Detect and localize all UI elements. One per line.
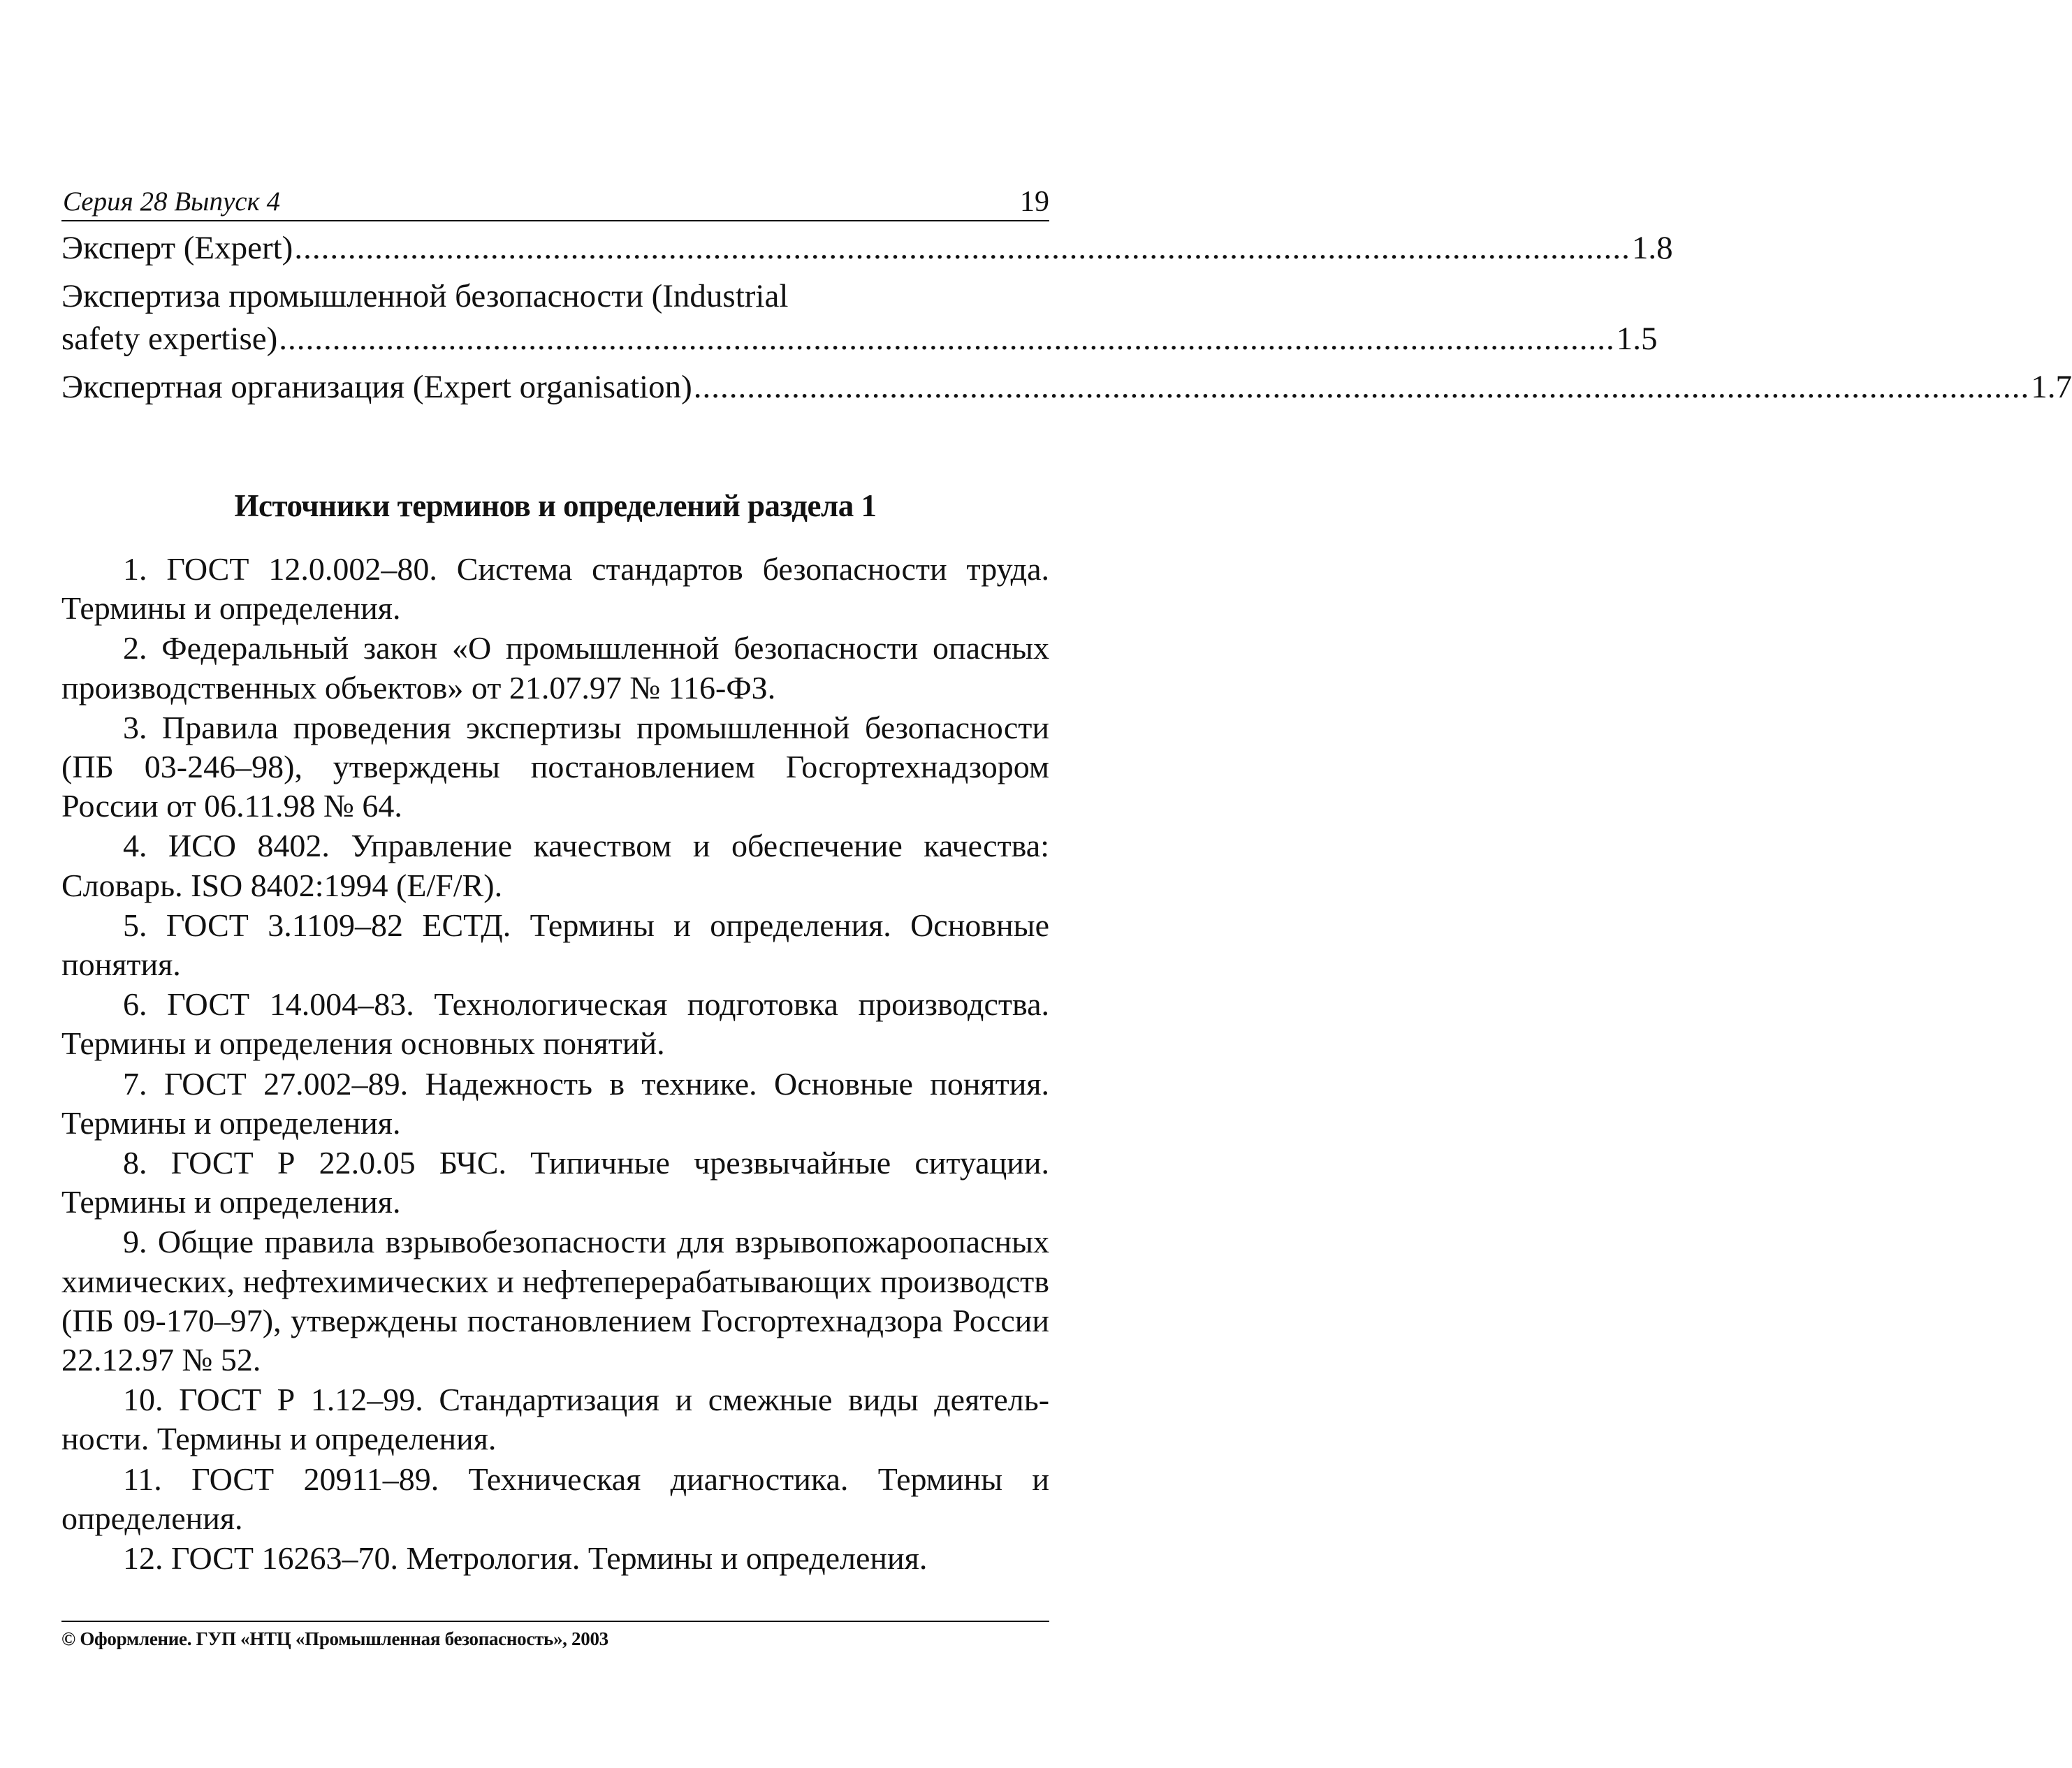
source-text: ГОСТ 16263–70. Метрология. Термины и определения. xyxy=(171,1540,928,1577)
sources-list xyxy=(61,550,1049,1578)
index-reference: 1.5 xyxy=(1616,321,1658,357)
source-item xyxy=(61,1380,1049,1459)
source-number: 3. xyxy=(123,709,147,745)
source-item xyxy=(61,550,1049,628)
series-label: Серия 28 Выпуск 4 xyxy=(63,187,281,217)
source-text: ГОСТ 27.002–89. Надежность в технике. Основные понятия. Термины и определения. xyxy=(61,1065,1050,1141)
source-text: ГОСТ Р 1.12–99. Стандартизация и смежные виды деятельности. Термины и определения. xyxy=(61,1382,1050,1457)
index-entry xyxy=(61,275,1658,360)
source-item xyxy=(61,906,1049,984)
source-text: ИСО 8402. Управление качеством и обеспечение качества: Словарь. ISO 8402:1994 (E/F/R). xyxy=(61,828,1049,903)
term-index-list xyxy=(61,227,2072,409)
index-term: Экспертная организация (Expert organisation) xyxy=(61,369,692,405)
dot-leader: ...................................................................................................................................................... xyxy=(693,369,2030,405)
source-number: 10. xyxy=(123,1382,163,1418)
source-number: 7. xyxy=(123,1065,147,1102)
source-number: 2. xyxy=(123,630,147,666)
source-text: ГОСТ Р 22.0.05 БЧС. Типичные чрезвычайные ситуации. Термины и определения. xyxy=(61,1145,1050,1220)
source-number: 11. xyxy=(123,1461,162,1497)
source-item xyxy=(61,1222,1049,1380)
source-item xyxy=(61,1460,1049,1538)
source-number: 6. xyxy=(123,986,147,1023)
source-item xyxy=(61,826,1049,905)
source-number: 8. xyxy=(123,1145,147,1181)
source-number: 1. xyxy=(123,551,147,587)
page-number: 19 xyxy=(1020,186,1049,218)
index-reference: 1.7 xyxy=(2031,369,2072,405)
index-term: Экспертиза промышленной безопасности (Industrial xyxy=(61,278,789,314)
source-text: ГОСТ 14.004–83. Технологическая подготовка производства. Термины и определения основных понятий. xyxy=(61,986,1050,1062)
source-number: 5. xyxy=(123,907,147,943)
index-entry xyxy=(61,366,2072,409)
source-item xyxy=(61,1065,1049,1143)
source-text: ГОСТ 3.1109–82 ЕСТД. Термины и определения. Основные понятия. xyxy=(61,907,1049,983)
index-reference: 1.8 xyxy=(1631,230,1673,266)
source-text: ГОСТ 12.0.002–80. Система стандартов безопасности труда. Термины и определения. xyxy=(61,551,1050,627)
source-item xyxy=(61,985,1049,1063)
dot-leader: ...................................................................................................................................................... xyxy=(279,321,1615,357)
source-text: Федеральный закон «О промышленной безопасности опасных производственных объектов» от 21.07.97 № 116-ФЗ. xyxy=(61,630,1049,706)
dot-leader: ...................................................................................................................................................... xyxy=(294,230,1630,266)
section-heading: Источники терминов и определений раздела 1 xyxy=(234,488,877,523)
source-number: 12. xyxy=(123,1540,163,1577)
page-body xyxy=(61,178,2072,1579)
index-entry xyxy=(61,227,1673,270)
source-item xyxy=(61,629,1049,707)
source-number: 4. xyxy=(123,828,147,864)
copyright-footer: © Оформление. ГУП «НТЦ «Промышленная безопасность», 2003 xyxy=(61,1621,1049,1650)
source-text: Правила проведения экспертизы промышленной безопасности (ПБ 03-246–98), утверждены постановлением Госгортехнадзором России от 06.11.98 № 64. xyxy=(61,709,1049,824)
source-item xyxy=(61,1539,1049,1578)
index-term-continued: safety expertise) xyxy=(61,321,278,357)
source-number: 9. xyxy=(123,1224,147,1260)
running-head xyxy=(61,178,1049,221)
source-item xyxy=(61,708,1049,826)
index-term: Эксперт (Expert) xyxy=(61,230,293,266)
source-text: ГОСТ 20911–89. Техническая диагностика. Термины и определения. xyxy=(61,1461,1049,1536)
source-item xyxy=(61,1144,1049,1222)
source-text: Общие правила взрывобезопасности для взрывопожароопасных химических, нефтехимических и нефтеперерабатывающих производств (ПБ 09-170–97), утверждены постановлением Госгортехнадзора России 22.12.97 № 52. xyxy=(61,1224,1050,1378)
